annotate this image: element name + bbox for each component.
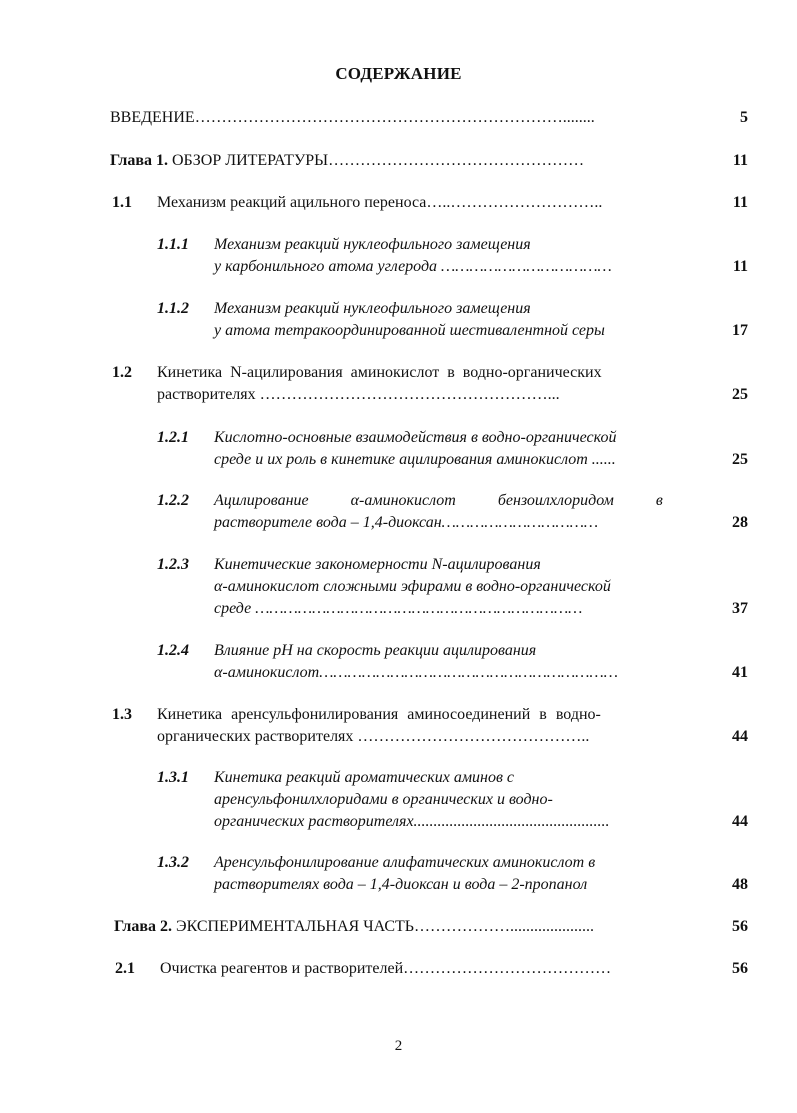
toc-entry-text-line-2: растворителях вода – 1,4-диоксан и вода – 2-пропанол: [214, 876, 588, 893]
toc-page-number: 5: [740, 109, 748, 126]
toc-entry-text-line-3: органических растворителях.................................................: [214, 813, 610, 830]
toc-entry-text: Механизм реакций ацильного переноса…..………………………..: [157, 194, 603, 211]
toc-page-number: 11: [732, 194, 748, 211]
toc-page-number: 44: [732, 728, 748, 745]
toc-entry-text-line-1: Аренсульфонилирование алифатических аминокислот в: [214, 854, 596, 871]
toc-page-number: 25: [732, 386, 748, 403]
section-number: 1.2.4: [157, 642, 189, 659]
toc-page-number: 41: [732, 664, 748, 681]
toc-entry-text-line-2: растворителях ………………………………………………...: [157, 386, 560, 403]
section-number: 1.2.3: [157, 556, 189, 573]
toc-entry-text-line-2: α-аминокислот сложными эфирами в водно-органической: [214, 578, 611, 595]
toc-page-number: 11: [732, 258, 748, 275]
toc-entry-text-line-1: Кислотно-основные взаимодействия в водно-органической: [214, 429, 617, 446]
toc-entry-text-line-1: Кинетика реакций ароматических аминов с: [214, 769, 515, 786]
page-footer-number: 2: [394, 1038, 403, 1054]
toc-entry-text-line-2: растворителе вода – 1,4-диоксан……………………………: [214, 514, 599, 531]
toc-entry-text-line-2: органических растворителях ……………………………………..: [157, 728, 590, 745]
section-number: 1.1.1: [157, 236, 189, 253]
toc-page-number: 25: [732, 451, 748, 468]
chapter-title: ОБЗОР ЛИТЕРАТУРЫ…………………………………………: [168, 152, 585, 169]
toc-entry-text-line-1: Механизм реакций нуклеофильного замещения: [214, 236, 531, 253]
toc-entry-text-line-1: Ацилирование α-аминокислот бензоилхлоридом в: [214, 492, 663, 509]
toc-page-number: 44: [732, 813, 748, 830]
toc-entry-text-line-2: аренсульфонилхлоридами в органических и водно-: [214, 791, 553, 808]
section-number: 2.1: [115, 960, 135, 977]
toc-entry-text: ВВЕДЕНИЕ……………………………………………………………........: [110, 109, 595, 126]
section-number: 1.3: [112, 706, 132, 723]
section-number: 1.3.2: [157, 854, 189, 871]
toc-page-number: 28: [732, 514, 748, 531]
toc-entry-text-line-2: у карбонильного атома углерода ………………………………: [214, 258, 612, 275]
toc-entry-text-line-2: у атома тетракоординированной шестивалентной серы: [214, 322, 605, 339]
toc-entry-text-line-2: среде и их роль в кинетике ацилирования аминокислот ......: [214, 451, 616, 468]
toc-entry-text: [114, 917, 594, 937]
toc-entry-text-line-1: Кинетика N-ацилирования аминокислот в водно-органических: [157, 364, 602, 381]
toc-entry-text-line-1: Влияние pH на скорость реакции ацилирования: [214, 642, 537, 659]
section-number: 1.2.1: [157, 429, 189, 446]
section-number: 1.1: [112, 194, 132, 211]
chapter-title: ЭКСПЕРИМЕНТАЛЬНАЯ ЧАСТЬ……………….....................: [172, 918, 594, 935]
toc-page-number: 17: [732, 322, 748, 339]
toc-page-number: 11: [732, 152, 748, 169]
toc-page-number: 48: [732, 876, 748, 893]
toc-page-number: 37: [732, 600, 748, 617]
toc-entry-text-line-2: α-аминокислот………………………………………………………: [214, 664, 618, 681]
section-number: 1.3.1: [157, 769, 189, 786]
toc-entry-text: [110, 151, 584, 171]
toc-entry-text-line-1: Кинетика аренсульфонилирования аминосоединений в водно-: [157, 706, 601, 723]
toc-entry-text-line-1: Механизм реакций нуклеофильного замещения: [214, 300, 531, 317]
toc-page-number: 56: [732, 960, 748, 977]
toc-entry-text-line-3: среде ……………………………………………………………: [214, 600, 583, 617]
toc-entry-text-line-1: Кинетические закономерности N-ацилирования: [214, 556, 541, 573]
chapter-label: Глава 1.: [110, 152, 168, 169]
section-number: 1.1.2: [157, 300, 189, 317]
chapter-label: Глава 2.: [114, 918, 172, 935]
toc-entry-text: Очистка реагентов и растворителей…………………………………: [160, 960, 612, 977]
page-title: СОДЕРЖАНИЕ: [335, 64, 462, 83]
section-number: 1.2.2: [157, 492, 189, 509]
section-number: 1.2: [112, 364, 132, 381]
toc-page-number: 56: [732, 918, 748, 935]
